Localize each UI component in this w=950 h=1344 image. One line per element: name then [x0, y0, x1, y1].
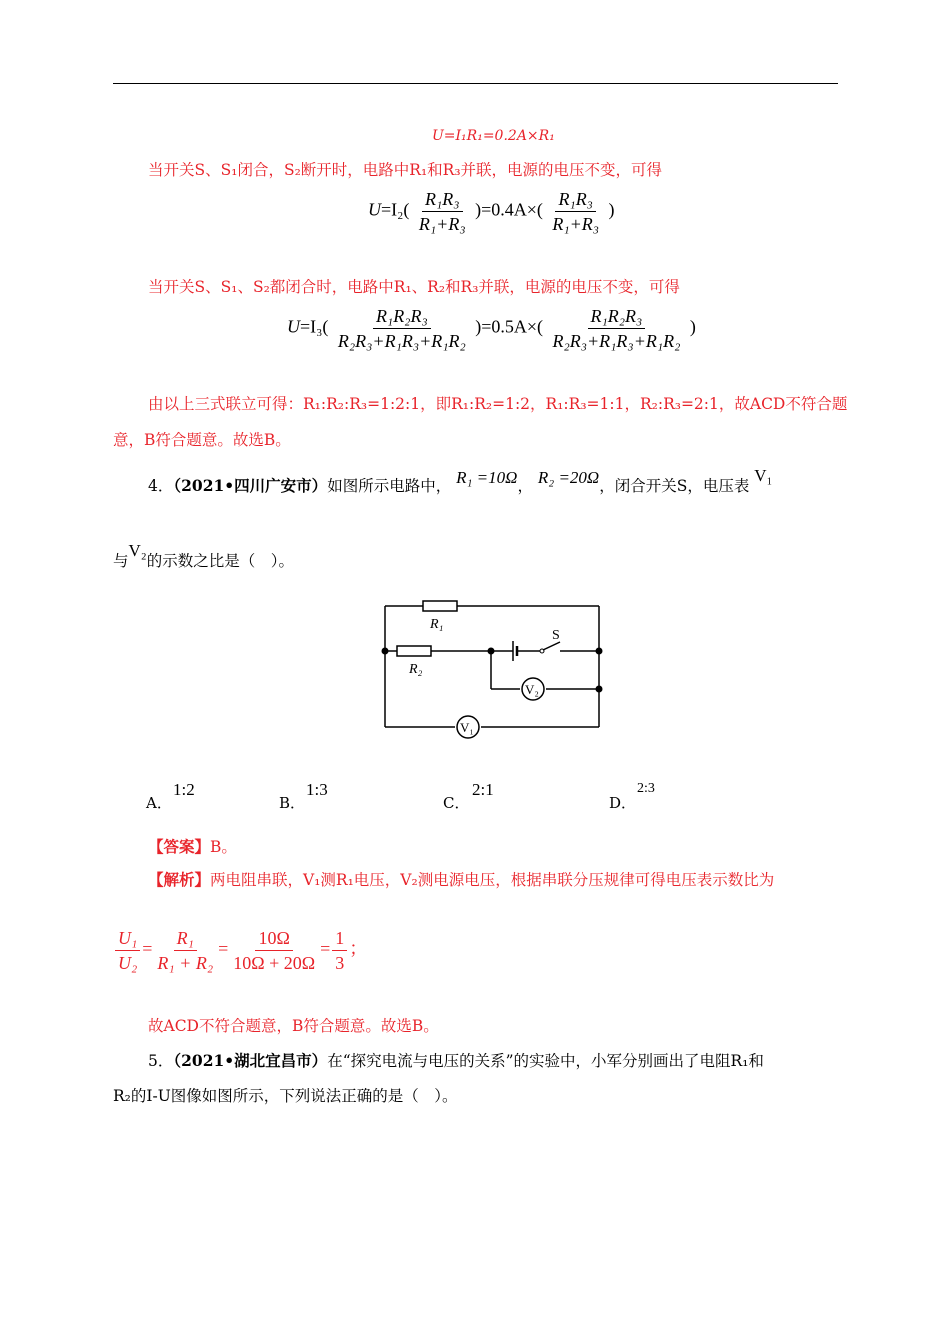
q4-option-a-value: 1:2	[173, 780, 195, 799]
conclusion-line-1: 由以上三式联立可得：R₁:R₂:R₃=1:2:1，即R₁:R₂=1:2，R₁:R₃=1:1，R₂:R₃=2:1，故ACD不符合题	[148, 395, 848, 413]
q4-number: 4．	[148, 477, 174, 495]
circuit-label-v1: V₁	[460, 720, 474, 735]
q4-ratio-equation: $\frac{\text{U₁}}{\text{U₂}}$ = $\frac{\text{R₁}}{\text{R₁ + R₂}}$ = $\frac{10\Omega}{10\Omega + 20\Omega}$ = $\frac{1}{3}$ ；	[113, 928, 367, 973]
equation-u-i1r1: U=I₁R₁=0.2A×R₁	[432, 128, 555, 144]
q5-stem-line-2: R₂的I-U图像如图所示，下列说法正确的是（ ）。	[113, 1087, 458, 1105]
q4-r1-value: R₁ =10Ω	[456, 468, 518, 487]
circuit-label-s: S	[552, 628, 560, 643]
circuit-label-v2: V₂	[525, 682, 539, 697]
q5-number: 5．	[148, 1052, 174, 1070]
q4-option-a[interactable]: A．	[146, 794, 172, 812]
q4-final: 故ACD不符合题意，B符合题意。故选B。	[148, 1017, 439, 1035]
switch-symbol	[540, 642, 560, 653]
q4-option-d[interactable]: D．	[609, 794, 637, 812]
paragraph-all-closed: 当开关S、S₁、S₂都闭合时，电路中R₁、R₂和R₃并联，电源的电压不变，可得	[148, 278, 680, 296]
q4-option-d-value: 2:3	[637, 781, 655, 796]
node-middle	[488, 648, 495, 655]
node-right-bottom	[596, 686, 603, 693]
q4-analysis: 【解析】两电阻串联，V₁测R₁电压，V₂测电源电压，根据串联分压规律可得电压表示数比为	[148, 870, 775, 889]
q4-stem-line-2: 与V₂的示数之比是（ ）。	[113, 541, 294, 570]
q4-r2-value: R₂ =20Ω	[537, 468, 600, 487]
equation-parallel-r1-r2-r3: U=I₃( $\frac{\text{R₁R₂R₃}}{\text{R₂R₃+R₁R₃+R₁R₂}}$ )=0.5A×( $\frac{\text{R₁R₂R₃}}{\text{R₂R₃+R₁R₃+R₁R₂}}$ )	[287, 306, 696, 351]
battery-symbol	[513, 641, 517, 661]
q4-v1-label: V₁	[754, 466, 773, 485]
q4-option-c[interactable]: C．	[443, 794, 470, 812]
q4-answer: 【答案】B。	[148, 837, 237, 856]
q4-option-b-value: 1:3	[306, 780, 328, 799]
q4-source: （2021•四川广安市）	[173, 476, 328, 495]
circuit-label-r1: R₁	[430, 617, 444, 632]
node-left	[382, 648, 389, 655]
q4-option-c-value: 2:1	[472, 780, 494, 799]
circuit-diagram	[375, 596, 610, 740]
circuit-label-r2: R₂	[409, 662, 423, 677]
node-right-top	[596, 648, 603, 655]
header-rule	[113, 83, 838, 84]
equation-parallel-r1-r3: U=I₂( $\frac{\text{R₁R₃}}{\text{R₁+R₃}}$ )=0.4A×( $\frac{\text{R₁R₃}}{\text{R₁+R₃}}$ )	[368, 189, 615, 234]
q4-v2-label: V₂	[128, 541, 147, 560]
q4-option-b[interactable]: B．	[279, 794, 306, 812]
q5-source: （2021•湖北宜昌市）	[173, 1051, 328, 1070]
resistor-r1-symbol	[423, 601, 457, 611]
resistor-r2-symbol	[397, 646, 431, 656]
q5-stem-line-1: 5．（2021•湖北宜昌市）在“探究电流与电压的关系”的实验中，小军分别画出了电阻R₁和	[148, 1051, 764, 1070]
q4-stem-line-1: 4．（2021•四川广安市）如图所示电路中， R₁ =10Ω， R₂ =20Ω，闭合开关S，电压表 V₁	[148, 466, 773, 495]
conclusion-line-2: 意，B符合题意。故选B。	[113, 431, 291, 449]
paragraph-s-s1-closed: 当开关S、S₁闭合，S₂断开时，电路中R₁和R₃并联，电源的电压不变，可得	[148, 161, 663, 179]
